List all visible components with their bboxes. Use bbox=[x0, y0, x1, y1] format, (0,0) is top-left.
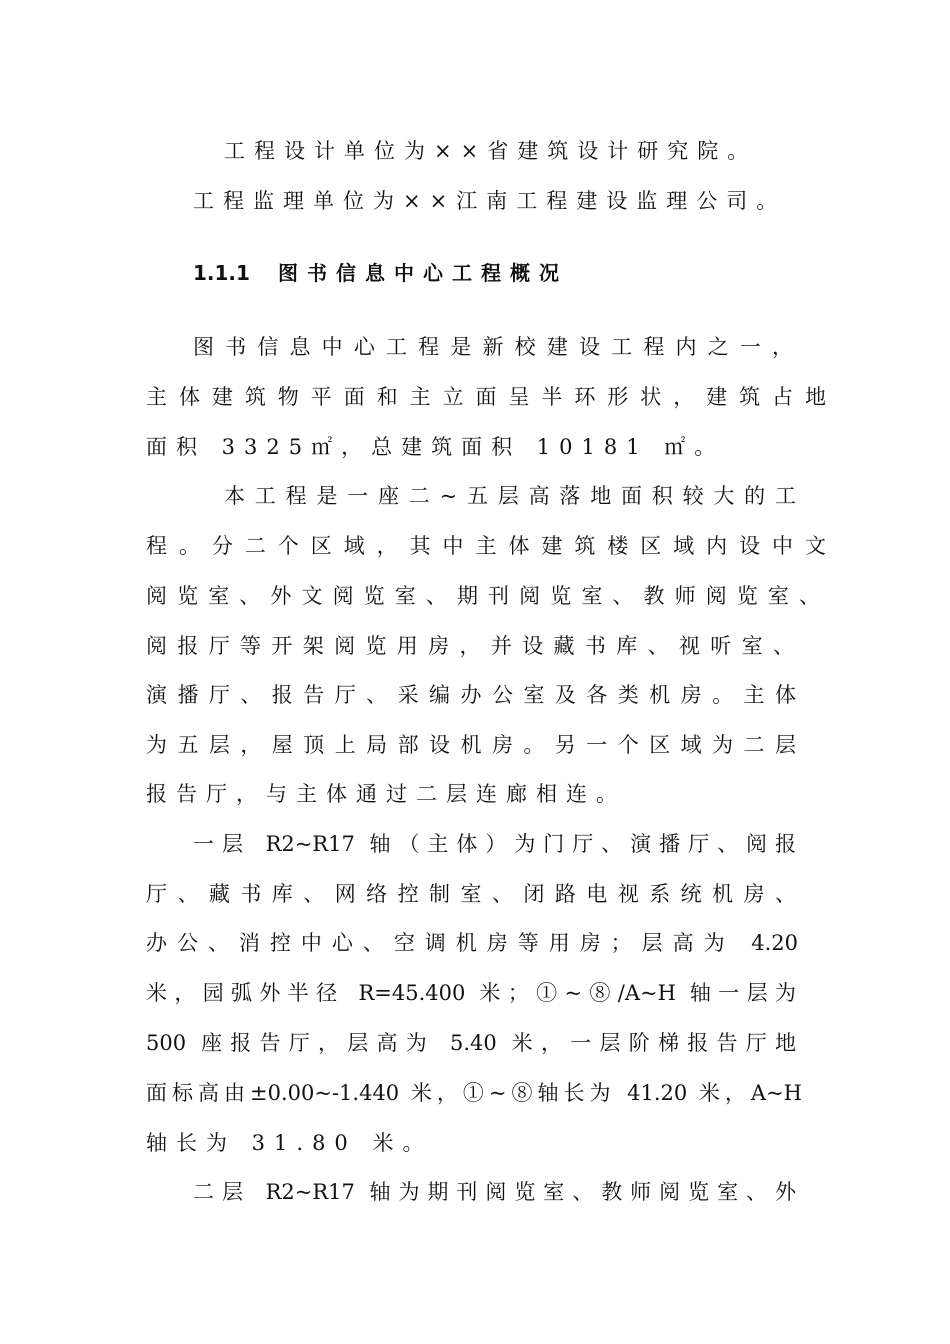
body-line: 一层 R2~R17 轴（主体）为门厅、演播厅、阅报 bbox=[193, 832, 796, 856]
body-line: 厅、藏书库、网络控制室、闭路电视系统机房、 bbox=[146, 882, 796, 906]
body-line: 主体建筑物平面和主立面呈半环形状，建筑占地 bbox=[146, 385, 826, 409]
intro-line-supervision-unit: 工程监理单位为××江南工程建设监理公司。 bbox=[193, 189, 787, 213]
body-line: 二层 R2~R17 轴为期刊阅览室、教师阅览室、外 bbox=[193, 1180, 796, 1204]
body-line: 报告厅，与主体通过二层连廊相连。 bbox=[146, 782, 626, 806]
body-line: 轴长为 31.80 米。 bbox=[146, 1131, 433, 1155]
body-line: 500 座报告厅，层高为 5.40 米，一层阶梯报告厅地 bbox=[146, 1031, 796, 1055]
section-title: 图书信息中心工程概况 bbox=[277, 261, 568, 285]
body-line: 米，园弧外半径 R=45.400 米；①~⑧/A~H 轴一层为 bbox=[146, 981, 796, 1005]
body-line: 阅览室、外文阅览室、期刊阅览室、教师阅览室、 bbox=[146, 584, 820, 608]
body-line: 演播厅、报告厅、采编办公室及各类机房。主体 bbox=[146, 683, 796, 707]
body-line: 本工程是一座二~五层高落地面积较大的工 bbox=[224, 484, 796, 508]
body-line: 办公、消控中心、空调机房等用房；层高为 4.20 bbox=[146, 931, 798, 955]
body-line: 面标高由±0.00~-1.440 米，①~⑧轴长为 41.20 米，A~H bbox=[146, 1081, 802, 1105]
body-line: 图书信息中心工程是新校建设工程内之一， bbox=[193, 335, 793, 359]
section-heading bbox=[193, 256, 568, 290]
body-line: 阅报厅等开架阅览用房，并设藏书库、视听室、 bbox=[146, 634, 794, 658]
body-line: 为五层，屋顶上局部设机房。另一个区域为二层 bbox=[146, 733, 796, 757]
body-line: 面积 3325㎡，总建筑面积 10181 ㎡。 bbox=[146, 435, 725, 459]
intro-line-design-unit: 工程设计单位为××省建筑设计研究院。 bbox=[224, 139, 758, 163]
section-number: 1.1.1 bbox=[193, 261, 250, 285]
body-line: 程。分二个区域，其中主体建筑楼区域内设中文 bbox=[146, 534, 826, 558]
